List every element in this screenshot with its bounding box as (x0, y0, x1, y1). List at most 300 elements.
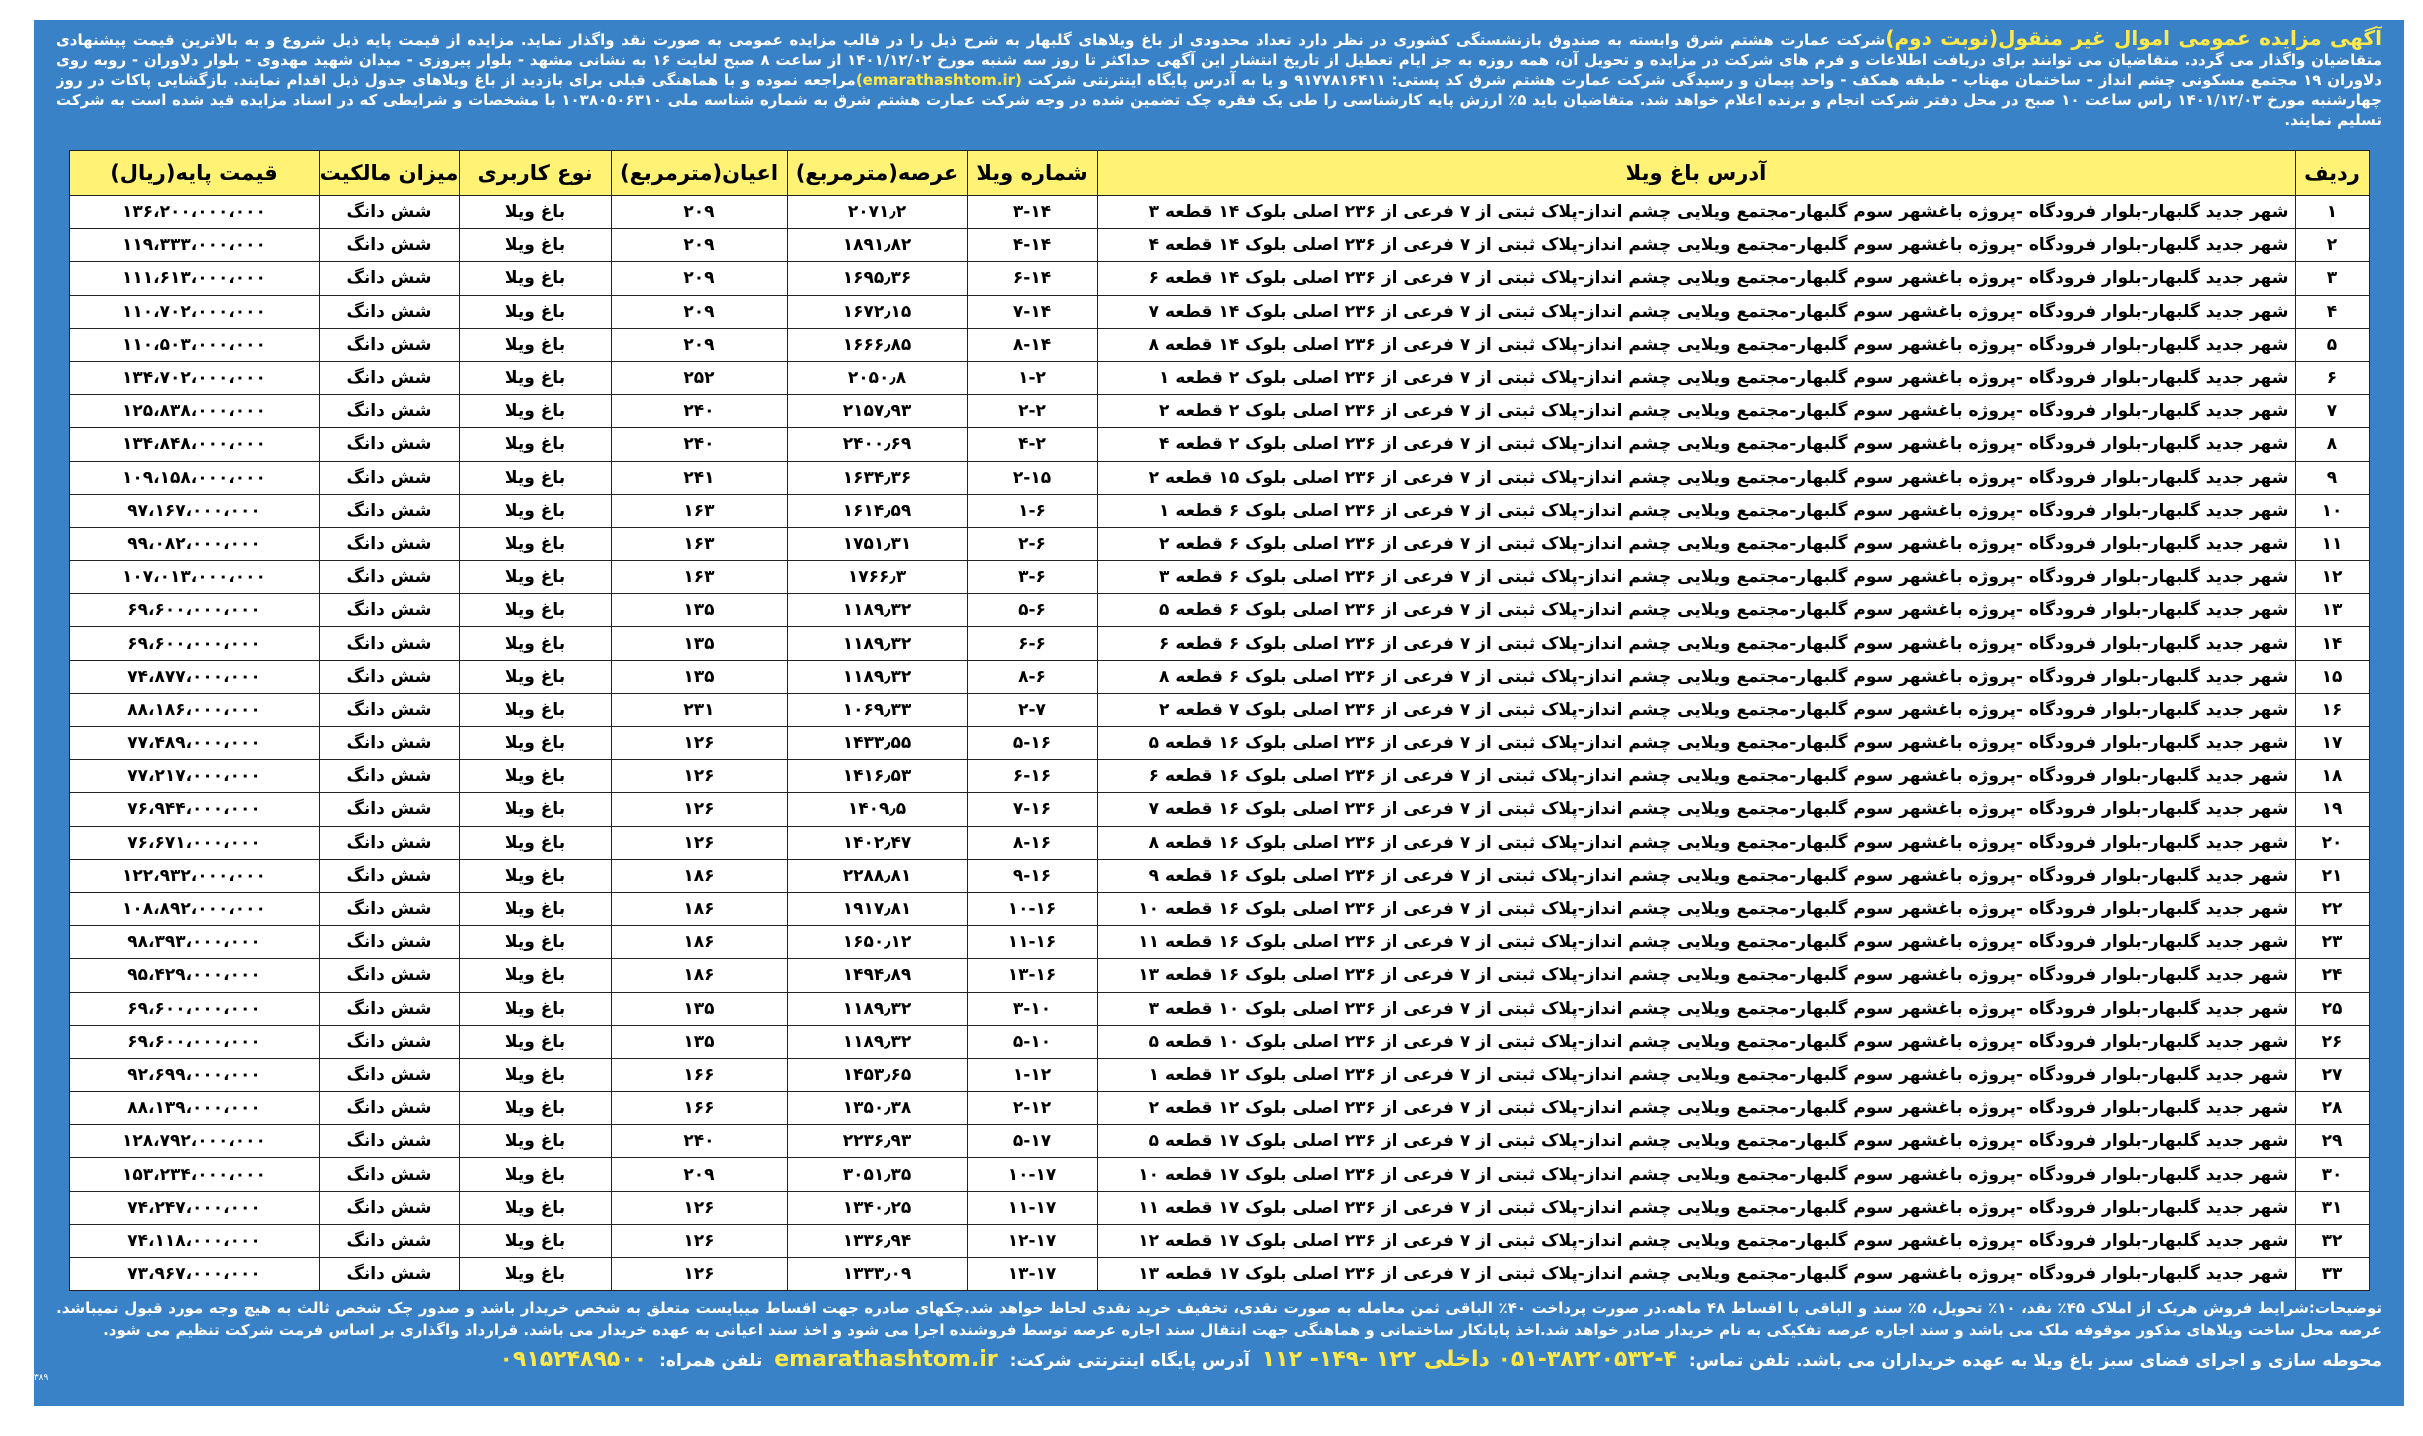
cell-land-area: ۱۶۹۵٫۳۶ (787, 262, 967, 295)
cell-usage: باغ ویلا (459, 1224, 611, 1257)
cell-ownership: شش دانگ (319, 859, 459, 892)
notes: توضیحات:شرایط فروش هریک از املاک ۴۵٪ نقد، ۱۰٪ تحویل، ۵٪ سند و الباقی با اقساط ۴۸ ماهه.در صورت پرداخت ۴۰٪ الباقی ثمن معامله به صورت نقدی، تخفیف خرید نقدی لحاظ خواهد شد.چکهای صادره جهت اقساط میبایست متعلق به شخص خریدار باشد و صدور چک شخص ثالث به هیچ وجه مورد قبول نمیباشد. عرصه محل ساخت ویلاهای مذکور موقوفه ملک می باشد و سند اجاره عرصه تفکیکی به نام خریدار صادر خواهد شد.اخذ پایانکار ساختمانی و هماهنگی جهت انتقال سند اجاره عرصه توسط فروشنده اجرا می شود و اخذ سند اعیانی به عهده خریدار می باشد. قرارداد واگذاری بر اساس فرمت شرکت تنظیم می شود. (56, 1299, 2382, 1340)
cell-base-price: ۱۱۹،۳۳۳،۰۰۰،۰۰۰ (69, 229, 319, 262)
header-land-area: عرصه(مترمربع) (787, 151, 967, 196)
cell-building-area: ۱۲۶ (611, 727, 787, 760)
cell-row-number: ۱۲ (2295, 561, 2369, 594)
cell-base-price: ۱۰۷،۰۱۳،۰۰۰،۰۰۰ (69, 561, 319, 594)
cell-row-number: ۱ (2295, 196, 2369, 229)
cell-villa-number: ۵-۶ (967, 594, 1097, 627)
cell-base-price: ۱۱۰،۵۰۳،۰۰۰،۰۰۰ (69, 328, 319, 361)
cell-address: شهر جدید گلبهار-بلوار فرودگاه -پروژه باغشهر سوم گلبهار-مجتمع ویلایی چشم انداز-پلاک ثبتی از ۷ فرعی از ۲۳۶ اصلی بلوک ۱۰ قطعه ۵ (1097, 1025, 2295, 1058)
cell-base-price: ۱۳۶،۲۰۰،۰۰۰،۰۰۰ (69, 196, 319, 229)
cell-building-area: ۲۴۰ (611, 395, 787, 428)
cell-base-price: ۱۳۴،۷۰۲،۰۰۰،۰۰۰ (69, 361, 319, 394)
cell-building-area: ۱۸۶ (611, 959, 787, 992)
cell-land-area: ۱۴۵۳٫۶۵ (787, 1058, 967, 1091)
cell-building-area: ۲۳۱ (611, 693, 787, 726)
table-row (69, 1025, 2369, 1058)
cell-villa-number: ۴-۲ (967, 428, 1097, 461)
cell-building-area: ۱۲۶ (611, 1191, 787, 1224)
table-row (69, 1092, 2369, 1125)
table-row (69, 527, 2369, 560)
table-row (69, 727, 2369, 760)
cell-row-number: ۹ (2295, 461, 2369, 494)
footer-landscape-note: محوطه سازی و اجرای فضای سبز باغ ویلا به عهده خریداران می باشد. (1795, 1351, 2382, 1372)
table-row (69, 395, 2369, 428)
cell-building-area: ۱۲۶ (611, 1258, 787, 1291)
cell-ownership: شش دانگ (319, 328, 459, 361)
cell-ownership: شش دانگ (319, 660, 459, 693)
cell-usage: باغ ویلا (459, 1025, 611, 1058)
table-row (69, 660, 2369, 693)
cell-address: شهر جدید گلبهار-بلوار فرودگاه -پروژه باغشهر سوم گلبهار-مجتمع ویلایی چشم انداز-پلاک ثبتی از ۷ فرعی از ۲۳۶ اصلی بلوک ۱۶ قطعه ۷ (1097, 793, 2295, 826)
cell-villa-number: ۱۰-۱۷ (967, 1158, 1097, 1191)
table-row (69, 1258, 2369, 1291)
cell-row-number: ۳۱ (2295, 1191, 2369, 1224)
cell-building-area: ۱۸۶ (611, 859, 787, 892)
table-body (69, 196, 2369, 1291)
cell-row-number: ۳۲ (2295, 1224, 2369, 1257)
cell-land-area: ۲۴۰۰٫۶۹ (787, 428, 967, 461)
intro-p3: مراجعه نموده و با هماهنگی قبلی برای بازدید از باغ ویلاهای جدول ذیل اقدام نمایند. بازگشایی پاکات در روز چهارشنبه مورخ ۱۴۰۱/۱۲/۰۳ راس ساعت ۱۰ صبح در محل دفتر شرکت انجام و برنده اعلام خواهد شد. متقاضیان باید ۵٪ ارزش پایه کارشناسی را طی یک فقره چک تضمین شده در وجه شرکت عمارت هشتم شرق به شماره شناسه ملی ۱۰۳۸۰۵۰۶۳۱۰ با مشخصات و شرایطی که در اسناد مزایده قید شده است به شرکت تسلیم نمایند. (56, 71, 2382, 129)
cell-address: شهر جدید گلبهار-بلوار فرودگاه -پروژه باغشهر سوم گلبهار-مجتمع ویلایی چشم انداز-پلاک ثبتی از ۷ فرعی از ۲۳۶ اصلی بلوک ۶ قطعه ۵ (1097, 594, 2295, 627)
cell-land-area: ۱۴۳۳٫۵۵ (787, 727, 967, 760)
table-row (69, 328, 2369, 361)
cell-villa-number: ۶-۱۶ (967, 760, 1097, 793)
cell-building-area: ۱۶۶ (611, 1092, 787, 1125)
cell-land-area: ۲۲۸۸٫۸۱ (787, 859, 967, 892)
cell-row-number: ۱۸ (2295, 760, 2369, 793)
cell-building-area: ۲۰۹ (611, 1158, 787, 1191)
cell-row-number: ۲۷ (2295, 1058, 2369, 1091)
cell-base-price: ۶۹،۶۰۰،۰۰۰،۰۰۰ (69, 627, 319, 660)
cell-base-price: ۹۲،۶۹۹،۰۰۰،۰۰۰ (69, 1058, 319, 1091)
cell-ownership: شش دانگ (319, 196, 459, 229)
cell-usage: باغ ویلا (459, 361, 611, 394)
cell-base-price: ۱۲۵،۸۳۸،۰۰۰،۰۰۰ (69, 395, 319, 428)
cell-villa-number: ۱-۱۲ (967, 1058, 1097, 1091)
cell-row-number: ۱۳ (2295, 594, 2369, 627)
cell-land-area: ۱۷۵۱٫۳۱ (787, 527, 967, 560)
cell-villa-number: ۲-۱۲ (967, 1092, 1097, 1125)
cell-building-area: ۲۰۹ (611, 328, 787, 361)
table-row (69, 1058, 2369, 1091)
cell-address: شهر جدید گلبهار-بلوار فرودگاه -پروژه باغشهر سوم گلبهار-مجتمع ویلایی چشم انداز-پلاک ثبتی از ۷ فرعی از ۲۳۶ اصلی بلوک ۱۶ قطعه ۶ (1097, 760, 2295, 793)
cell-building-area: ۲۴۰ (611, 1125, 787, 1158)
header-usage: نوع کاربری (459, 151, 611, 196)
cell-ownership: شش دانگ (319, 1191, 459, 1224)
cell-ownership: شش دانگ (319, 1092, 459, 1125)
cell-ownership: شش دانگ (319, 428, 459, 461)
header-building-area: اعیان(مترمربع) (611, 151, 787, 196)
cell-ownership: شش دانگ (319, 1258, 459, 1291)
cell-usage: باغ ویلا (459, 561, 611, 594)
cell-land-area: ۱۸۹۱٫۸۲ (787, 229, 967, 262)
cell-usage: باغ ویلا (459, 660, 611, 693)
footer-website-link[interactable]: emarathashtom.ir (774, 1347, 998, 1373)
cell-building-area: ۱۶۳ (611, 527, 787, 560)
cell-row-number: ۶ (2295, 361, 2369, 394)
cell-land-area: ۱۴۹۴٫۸۹ (787, 959, 967, 992)
cell-villa-number: ۷-۱۶ (967, 793, 1097, 826)
cell-usage: باغ ویلا (459, 527, 611, 560)
cell-base-price: ۱۰۸،۸۹۲،۰۰۰،۰۰۰ (69, 892, 319, 925)
table-row (69, 594, 2369, 627)
table-row (69, 892, 2369, 925)
cell-address: شهر جدید گلبهار-بلوار فرودگاه -پروژه باغشهر سوم گلبهار-مجتمع ویلایی چشم انداز-پلاک ثبتی از ۷ فرعی از ۲۳۶ اصلی بلوک ۶ قطعه ۱ (1097, 494, 2295, 527)
cell-address: شهر جدید گلبهار-بلوار فرودگاه -پروژه باغشهر سوم گلبهار-مجتمع ویلایی چشم انداز-پلاک ثبتی از ۷ فرعی از ۲۳۶ اصلی بلوک ۱۶ قطعه ۸ (1097, 826, 2295, 859)
cell-villa-number: ۴-۱۴ (967, 229, 1097, 262)
cell-base-price: ۶۹،۶۰۰،۰۰۰،۰۰۰ (69, 992, 319, 1025)
cell-address: شهر جدید گلبهار-بلوار فرودگاه -پروژه باغشهر سوم گلبهار-مجتمع ویلایی چشم انداز-پلاک ثبتی از ۷ فرعی از ۲۳۶ اصلی بلوک ۱۷ قطعه ۱۰ (1097, 1158, 2295, 1191)
cell-ownership: شش دانگ (319, 262, 459, 295)
table-row (69, 361, 2369, 394)
cell-address: شهر جدید گلبهار-بلوار فرودگاه -پروژه باغشهر سوم گلبهار-مجتمع ویلایی چشم انداز-پلاک ثبتی از ۷ فرعی از ۲۳۶ اصلی بلوک ۱۶ قطعه ۱۳ (1097, 959, 2295, 992)
table-row (69, 693, 2369, 726)
cell-usage: باغ ویلا (459, 859, 611, 892)
cell-address: شهر جدید گلبهار-بلوار فرودگاه -پروژه باغشهر سوم گلبهار-مجتمع ویلایی چشم انداز-پلاک ثبتی از ۷ فرعی از ۲۳۶ اصلی بلوک ۶ قطعه ۶ (1097, 627, 2295, 660)
cell-villa-number: ۱۱-۱۶ (967, 926, 1097, 959)
cell-building-area: ۲۰۹ (611, 196, 787, 229)
cell-address: شهر جدید گلبهار-بلوار فرودگاه -پروژه باغشهر سوم گلبهار-مجتمع ویلایی چشم انداز-پلاک ثبتی از ۷ فرعی از ۲۳۶ اصلی بلوک ۱۷ قطعه ۱۳ (1097, 1258, 2295, 1291)
footer-mobile: ۰۹۱۵۲۴۸۹۵۰۰ (499, 1347, 648, 1373)
cell-building-area: ۱۳۵ (611, 1025, 787, 1058)
cell-address: شهر جدید گلبهار-بلوار فرودگاه -پروژه باغشهر سوم گلبهار-مجتمع ویلایی چشم انداز-پلاک ثبتی از ۷ فرعی از ۲۳۶ اصلی بلوک ۱۵ قطعه ۲ (1097, 461, 2295, 494)
cell-base-price: ۱۲۸،۷۹۲،۰۰۰،۰۰۰ (69, 1125, 319, 1158)
cell-villa-number: ۸-۱۶ (967, 826, 1097, 859)
auction-ad (34, 20, 2404, 1406)
cell-land-area: ۱۴۱۶٫۵۳ (787, 760, 967, 793)
cell-villa-number: ۳-۶ (967, 561, 1097, 594)
cell-usage: باغ ویلا (459, 1158, 611, 1191)
cell-building-area: ۱۲۶ (611, 793, 787, 826)
cell-ownership: شش دانگ (319, 295, 459, 328)
cell-usage: باغ ویلا (459, 826, 611, 859)
footer-phone: ۴-۳۸۲۲۰۵۳۲-۰۵۱ داخلی ۱۲۲ -۱۴۹- ۱۱۲ (1261, 1347, 1677, 1373)
cell-address: شهر جدید گلبهار-بلوار فرودگاه -پروژه باغشهر سوم گلبهار-مجتمع ویلایی چشم انداز-پلاک ثبتی از ۷ فرعی از ۲۳۶ اصلی بلوک ۱۲ قطعه ۱ (1097, 1058, 2295, 1091)
cell-land-area: ۱۱۸۹٫۳۲ (787, 660, 967, 693)
cell-ownership: شش دانگ (319, 760, 459, 793)
cell-usage: باغ ویلا (459, 594, 611, 627)
cell-usage: باغ ویلا (459, 1258, 611, 1291)
cell-land-area: ۱۳۳۳٫۰۹ (787, 1258, 967, 1291)
cell-villa-number: ۱۲-۱۷ (967, 1224, 1097, 1257)
cell-ownership: شش دانگ (319, 926, 459, 959)
cell-building-area: ۲۵۲ (611, 361, 787, 394)
cell-land-area: ۱۴۰۲٫۴۷ (787, 826, 967, 859)
intro-website: (emarathashtom.ir) (855, 71, 1022, 89)
cell-villa-number: ۸-۶ (967, 660, 1097, 693)
cell-building-area: ۱۳۵ (611, 594, 787, 627)
cell-land-area: ۱۳۳۶٫۹۴ (787, 1224, 967, 1257)
cell-building-area: ۲۰۹ (611, 262, 787, 295)
cell-address: شهر جدید گلبهار-بلوار فرودگاه -پروژه باغشهر سوم گلبهار-مجتمع ویلایی چشم انداز-پلاک ثبتی از ۷ فرعی از ۲۳۶ اصلی بلوک ۱۰ قطعه ۳ (1097, 992, 2295, 1025)
cell-building-area: ۱۳۵ (611, 992, 787, 1025)
cell-villa-number: ۲-۶ (967, 527, 1097, 560)
cell-ownership: شش دانگ (319, 494, 459, 527)
cell-row-number: ۱۰ (2295, 494, 2369, 527)
cell-villa-number: ۲-۱۵ (967, 461, 1097, 494)
cell-usage: باغ ویلا (459, 760, 611, 793)
cell-ownership: شش دانگ (319, 959, 459, 992)
cell-address: شهر جدید گلبهار-بلوار فرودگاه -پروژه باغشهر سوم گلبهار-مجتمع ویلایی چشم انداز-پلاک ثبتی از ۷ فرعی از ۲۳۶ اصلی بلوک ۶ قطعه ۸ (1097, 660, 2295, 693)
cell-usage: باغ ویلا (459, 229, 611, 262)
cell-address: شهر جدید گلبهار-بلوار فرودگاه -پروژه باغشهر سوم گلبهار-مجتمع ویلایی چشم انداز-پلاک ثبتی از ۷ فرعی از ۲۳۶ اصلی بلوک ۱۶ قطعه ۹ (1097, 859, 2295, 892)
cell-villa-number: ۳-۱۴ (967, 196, 1097, 229)
cell-ownership: شش دانگ (319, 361, 459, 394)
cell-base-price: ۹۷،۱۶۷،۰۰۰،۰۰۰ (69, 494, 319, 527)
header-base-price: قیمت پایه(ریال) (69, 151, 319, 196)
cell-land-area: ۱۱۸۹٫۳۲ (787, 992, 967, 1025)
cell-land-area: ۱۹۱۷٫۸۱ (787, 892, 967, 925)
cell-address: شهر جدید گلبهار-بلوار فرودگاه -پروژه باغشهر سوم گلبهار-مجتمع ویلایی چشم انداز-پلاک ثبتی از ۷ فرعی از ۲۳۶ اصلی بلوک ۲ قطعه ۲ (1097, 395, 2295, 428)
cell-usage: باغ ویلا (459, 461, 611, 494)
cell-ownership: شش دانگ (319, 561, 459, 594)
cell-usage: باغ ویلا (459, 428, 611, 461)
cell-usage: باغ ویلا (459, 627, 611, 660)
cell-usage: باغ ویلا (459, 1092, 611, 1125)
cell-usage: باغ ویلا (459, 262, 611, 295)
cell-base-price: ۷۴،۱۱۸،۰۰۰،۰۰۰ (69, 1224, 319, 1257)
cell-ownership: شش دانگ (319, 1158, 459, 1191)
cell-usage: باغ ویلا (459, 892, 611, 925)
cell-land-area: ۱۶۵۰٫۱۲ (787, 926, 967, 959)
table-row (69, 1224, 2369, 1257)
cell-building-area: ۱۶۳ (611, 561, 787, 594)
cell-address: شهر جدید گلبهار-بلوار فرودگاه -پروژه باغشهر سوم گلبهار-مجتمع ویلایی چشم انداز-پلاک ثبتی از ۷ فرعی از ۲۳۶ اصلی بلوک ۲ قطعه ۴ (1097, 428, 2295, 461)
table-row (69, 992, 2369, 1025)
cell-row-number: ۲۴ (2295, 959, 2369, 992)
cell-row-number: ۲۸ (2295, 1092, 2369, 1125)
cell-row-number: ۱۶ (2295, 693, 2369, 726)
cell-address: شهر جدید گلبهار-بلوار فرودگاه -پروژه باغشهر سوم گلبهار-مجتمع ویلایی چشم انداز-پلاک ثبتی از ۷ فرعی از ۲۳۶ اصلی بلوک ۱۲ قطعه ۲ (1097, 1092, 2295, 1125)
table-row (69, 793, 2369, 826)
cell-usage: باغ ویلا (459, 1125, 611, 1158)
cell-land-area: ۱۶۶۶٫۸۵ (787, 328, 967, 361)
cell-ownership: شش دانگ (319, 594, 459, 627)
cell-base-price: ۷۷،۴۸۹،۰۰۰،۰۰۰ (69, 727, 319, 760)
cell-ownership: شش دانگ (319, 1125, 459, 1158)
cell-ownership: شش دانگ (319, 727, 459, 760)
cell-address: شهر جدید گلبهار-بلوار فرودگاه -پروژه باغشهر سوم گلبهار-مجتمع ویلایی چشم انداز-پلاک ثبتی از ۷ فرعی از ۲۳۶ اصلی بلوک ۱۶ قطعه ۵ (1097, 727, 2295, 760)
cell-usage: باغ ویلا (459, 395, 611, 428)
cell-address: شهر جدید گلبهار-بلوار فرودگاه -پروژه باغشهر سوم گلبهار-مجتمع ویلایی چشم انداز-پلاک ثبتی از ۷ فرعی از ۲۳۶ اصلی بلوک ۷ قطعه ۲ (1097, 693, 2295, 726)
cell-building-area: ۱۶۶ (611, 1058, 787, 1091)
table-row (69, 1158, 2369, 1191)
footer-site-label: آدرس پایگاه اینترنتی شرکت: (1009, 1351, 1250, 1372)
cell-usage: باغ ویلا (459, 727, 611, 760)
footer-mobile-label: تلفن همراه: (659, 1351, 763, 1372)
table-row (69, 959, 2369, 992)
cell-row-number: ۱۵ (2295, 660, 2369, 693)
cell-villa-number: ۳-۱۰ (967, 992, 1097, 1025)
cell-address: شهر جدید گلبهار-بلوار فرودگاه -پروژه باغشهر سوم گلبهار-مجتمع ویلایی چشم انداز-پلاک ثبتی از ۷ فرعی از ۲۳۶ اصلی بلوک ۱۷ قطعه ۱۱ (1097, 1191, 2295, 1224)
table-row (69, 1125, 2369, 1158)
cell-row-number: ۲۶ (2295, 1025, 2369, 1058)
cell-villa-number: ۹-۱۶ (967, 859, 1097, 892)
table-row (69, 494, 2369, 527)
cell-ownership: شش دانگ (319, 1224, 459, 1257)
cell-base-price: ۱۰۹،۱۵۸،۰۰۰،۰۰۰ (69, 461, 319, 494)
cell-villa-number: ۷-۱۴ (967, 295, 1097, 328)
footer-phone-label: تلفن تماس: (1688, 1351, 1791, 1372)
cell-land-area: ۱۳۵۰٫۳۸ (787, 1092, 967, 1125)
table-row (69, 760, 2369, 793)
cell-building-area: ۱۲۶ (611, 1224, 787, 1257)
header-row-number: ردیف (2295, 151, 2369, 196)
cell-building-area: ۱۳۵ (611, 627, 787, 660)
cell-land-area: ۱۶۱۴٫۵۹ (787, 494, 967, 527)
cell-villa-number: ۶-۶ (967, 627, 1097, 660)
cell-land-area: ۱۶۳۴٫۳۶ (787, 461, 967, 494)
cell-row-number: ۴ (2295, 295, 2369, 328)
cell-base-price: ۱۱۱،۶۱۳،۰۰۰،۰۰۰ (69, 262, 319, 295)
table-row (69, 859, 2369, 892)
cell-usage: باغ ویلا (459, 295, 611, 328)
cell-land-area: ۱۱۸۹٫۳۲ (787, 627, 967, 660)
cell-ownership: شش دانگ (319, 229, 459, 262)
cell-building-area: ۱۲۶ (611, 826, 787, 859)
cell-row-number: ۳۳ (2295, 1258, 2369, 1291)
cell-base-price: ۷۴،۲۴۷،۰۰۰،۰۰۰ (69, 1191, 319, 1224)
cell-row-number: ۱۱ (2295, 527, 2369, 560)
cell-address: شهر جدید گلبهار-بلوار فرودگاه -پروژه باغشهر سوم گلبهار-مجتمع ویلایی چشم انداز-پلاک ثبتی از ۷ فرعی از ۲۳۶ اصلی بلوک ۱۶ قطعه ۱۱ (1097, 926, 2295, 959)
cell-usage: باغ ویلا (459, 1191, 611, 1224)
cell-row-number: ۲۰ (2295, 826, 2369, 859)
cell-usage: باغ ویلا (459, 196, 611, 229)
cell-address: شهر جدید گلبهار-بلوار فرودگاه -پروژه باغشهر سوم گلبهار-مجتمع ویلایی چشم انداز-پلاک ثبتی از ۷ فرعی از ۲۳۶ اصلی بلوک ۶ قطعه ۳ (1097, 561, 2295, 594)
cell-row-number: ۱۴ (2295, 627, 2369, 660)
table-row (69, 262, 2369, 295)
intro-p2: متقاضیان می توانند برای دریافت اطلاعات و فرم های شرکت در مزایده و تحویل آن، همه روزه به جز ایام تعطیل از تاریخ انتشار این آگهی حداکثر تا روز سه شنبه مورخ ۱۴۰۱/۱۲/۰۲ از ساعت ۸ صبح لغایت ۱۶ به نشانی مشهد - بلوار پیروزی - میدان شهید مهدوی - بلوار دلاوران - روبه روی دلاوران ۱۹ مجتمع مسکونی چشم انداز - ساختمان مهتاب - طبقه همکف - واحد پیمان و رسیدگی شرکت عمارت هشتم شرق کد پستی: ۹۱۷۷۸۱۶۴۱۱ و یا به آدرس پایگاه اینترنتی شرکت (56, 51, 2382, 89)
cell-land-area: ۲۱۵۷٫۹۳ (787, 395, 967, 428)
cell-land-area: ۱۱۸۹٫۳۲ (787, 594, 967, 627)
cell-ownership: شش دانگ (319, 1025, 459, 1058)
cell-villa-number: ۱-۲ (967, 361, 1097, 394)
cell-row-number: ۲۲ (2295, 892, 2369, 925)
cell-villa-number: ۱۰-۱۶ (967, 892, 1097, 925)
cell-building-area: ۲۰۹ (611, 229, 787, 262)
cell-row-number: ۲۵ (2295, 992, 2369, 1025)
table-row (69, 926, 2369, 959)
cell-ownership: شش دانگ (319, 826, 459, 859)
cell-villa-number: ۵-۱۶ (967, 727, 1097, 760)
cell-usage: باغ ویلا (459, 494, 611, 527)
header-address: آدرس باغ ویلا (1097, 151, 2295, 196)
cell-base-price: ۷۶،۹۴۴،۰۰۰،۰۰۰ (69, 793, 319, 826)
cell-land-area: ۳۰۵۱٫۳۵ (787, 1158, 967, 1191)
cell-usage: باغ ویلا (459, 693, 611, 726)
cell-building-area: ۲۴۱ (611, 461, 787, 494)
cell-base-price: ۸۸،۱۸۶،۰۰۰،۰۰۰ (69, 693, 319, 726)
cell-base-price: ۷۳،۹۶۷،۰۰۰،۰۰۰ (69, 1258, 319, 1291)
cell-building-area: ۱۸۶ (611, 892, 787, 925)
header-ownership: میزان مالکیت (319, 151, 459, 196)
ad-title: آگهی مزایده عمومی اموال غیر منقول(نوبت دوم) (1885, 26, 2382, 50)
cell-usage: باغ ویلا (459, 959, 611, 992)
cell-base-price: ۸۸،۱۳۹،۰۰۰،۰۰۰ (69, 1092, 319, 1125)
cell-villa-number: ۵-۱۷ (967, 1125, 1097, 1158)
cell-villa-number: ۲-۲ (967, 395, 1097, 428)
cell-building-area: ۱۸۶ (611, 926, 787, 959)
cell-land-area: ۱۳۴۰٫۲۵ (787, 1191, 967, 1224)
cell-villa-number: ۶-۱۴ (967, 262, 1097, 295)
cell-address: شهر جدید گلبهار-بلوار فرودگاه -پروژه باغشهر سوم گلبهار-مجتمع ویلایی چشم انداز-پلاک ثبتی از ۷ فرعی از ۲۳۶ اصلی بلوک ۱۴ قطعه ۷ (1097, 295, 2295, 328)
cell-address: شهر جدید گلبهار-بلوار فرودگاه -پروژه باغشهر سوم گلبهار-مجتمع ویلایی چشم انداز-پلاک ثبتی از ۷ فرعی از ۲۳۶ اصلی بلوک ۱۷ قطعه ۱۲ (1097, 1224, 2295, 1257)
cell-villa-number: ۱-۶ (967, 494, 1097, 527)
table-row (69, 196, 2369, 229)
cell-ownership: شش دانگ (319, 892, 459, 925)
cell-land-area: ۱۷۶۶٫۳ (787, 561, 967, 594)
cell-ownership: شش دانگ (319, 627, 459, 660)
cell-ownership: شش دانگ (319, 395, 459, 428)
cell-base-price: ۱۲۲،۹۳۲،۰۰۰،۰۰۰ (69, 859, 319, 892)
cell-base-price: ۷۷،۲۱۷،۰۰۰،۰۰۰ (69, 760, 319, 793)
cell-row-number: ۱۹ (2295, 793, 2369, 826)
cell-row-number: ۲ (2295, 229, 2369, 262)
cell-ownership: شش دانگ (319, 693, 459, 726)
cell-address: شهر جدید گلبهار-بلوار فرودگاه -پروژه باغشهر سوم گلبهار-مجتمع ویلایی چشم انداز-پلاک ثبتی از ۷ فرعی از ۲۳۶ اصلی بلوک ۶ قطعه ۲ (1097, 527, 2295, 560)
cell-row-number: ۷ (2295, 395, 2369, 428)
cell-base-price: ۹۵،۴۲۹،۰۰۰،۰۰۰ (69, 959, 319, 992)
cell-villa-number: ۱۳-۱۶ (967, 959, 1097, 992)
cell-ownership: شش دانگ (319, 793, 459, 826)
footer (56, 1347, 2382, 1372)
cell-usage: باغ ویلا (459, 328, 611, 361)
cell-villa-number: ۸-۱۴ (967, 328, 1097, 361)
cell-land-area: ۱۶۷۲٫۱۵ (787, 295, 967, 328)
cell-row-number: ۱۷ (2295, 727, 2369, 760)
cell-usage: باغ ویلا (459, 1058, 611, 1091)
villa-table (69, 150, 2370, 1291)
cell-base-price: ۱۳۴،۸۴۸،۰۰۰،۰۰۰ (69, 428, 319, 461)
cell-base-price: ۱۱۰،۷۰۲،۰۰۰،۰۰۰ (69, 295, 319, 328)
table-row (69, 461, 2369, 494)
cell-address: شهر جدید گلبهار-بلوار فرودگاه -پروژه باغشهر سوم گلبهار-مجتمع ویلایی چشم انداز-پلاک ثبتی از ۷ فرعی از ۲۳۶ اصلی بلوک ۱۴ قطعه ۴ (1097, 229, 2295, 262)
cell-land-area: ۱۴۰۹٫۵ (787, 793, 967, 826)
table-row (69, 826, 2369, 859)
cell-address: شهر جدید گلبهار-بلوار فرودگاه -پروژه باغشهر سوم گلبهار-مجتمع ویلایی چشم انداز-پلاک ثبتی از ۷ فرعی از ۲۳۶ اصلی بلوک ۱۷ قطعه ۵ (1097, 1125, 2295, 1158)
cell-row-number: ۳ (2295, 262, 2369, 295)
table-row (69, 229, 2369, 262)
header-villa-number: شماره ویلا (967, 151, 1097, 196)
cell-ownership: شش دانگ (319, 527, 459, 560)
cell-base-price: ۶۹،۶۰۰،۰۰۰،۰۰۰ (69, 594, 319, 627)
cell-base-price: ۹۹،۰۸۲،۰۰۰،۰۰۰ (69, 527, 319, 560)
cell-land-area: ۲۲۳۶٫۹۳ (787, 1125, 967, 1158)
table-row (69, 295, 2369, 328)
cell-land-area: ۲۰۷۱٫۲ (787, 196, 967, 229)
cell-land-area: ۱۰۶۹٫۳۳ (787, 693, 967, 726)
cell-row-number: ۲۱ (2295, 859, 2369, 892)
cell-row-number: ۲۹ (2295, 1125, 2369, 1158)
ad-code: ۱۴۰۱۰۰۵۳۸۹ (0, 1373, 49, 1383)
cell-base-price: ۹۸،۳۹۳،۰۰۰،۰۰۰ (69, 926, 319, 959)
cell-address: شهر جدید گلبهار-بلوار فرودگاه -پروژه باغشهر سوم گلبهار-مجتمع ویلایی چشم انداز-پلاک ثبتی از ۷ فرعی از ۲۳۶ اصلی بلوک ۱۴ قطعه ۳ (1097, 196, 2295, 229)
cell-address: شهر جدید گلبهار-بلوار فرودگاه -پروژه باغشهر سوم گلبهار-مجتمع ویلایی چشم انداز-پلاک ثبتی از ۷ فرعی از ۲۳۶ اصلی بلوک ۱۴ قطعه ۶ (1097, 262, 2295, 295)
cell-usage: باغ ویلا (459, 926, 611, 959)
table-header-row (69, 151, 2369, 196)
table-row (69, 627, 2369, 660)
cell-base-price: ۷۶،۶۷۱،۰۰۰،۰۰۰ (69, 826, 319, 859)
cell-ownership: شش دانگ (319, 992, 459, 1025)
intro-text (56, 20, 2382, 150)
cell-row-number: ۵ (2295, 328, 2369, 361)
cell-base-price: ۷۴،۸۷۷،۰۰۰،۰۰۰ (69, 660, 319, 693)
cell-address: شهر جدید گلبهار-بلوار فرودگاه -پروژه باغشهر سوم گلبهار-مجتمع ویلایی چشم انداز-پلاک ثبتی از ۷ فرعی از ۲۳۶ اصلی بلوک ۱۶ قطعه ۱۰ (1097, 892, 2295, 925)
cell-base-price: ۶۹،۶۰۰،۰۰۰،۰۰۰ (69, 1025, 319, 1058)
